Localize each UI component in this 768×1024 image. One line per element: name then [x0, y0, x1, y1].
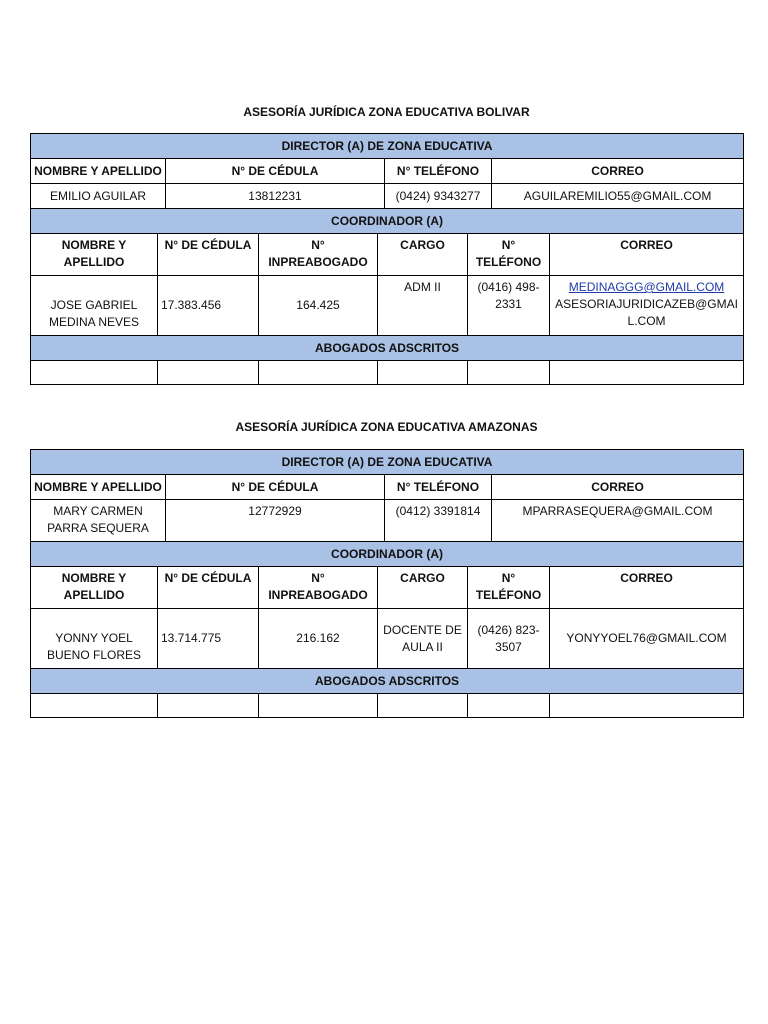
coordinator-cargo: DOCENTE DE AULA II: [378, 609, 468, 669]
empty-cell: [158, 694, 259, 718]
director-telefono: (0424) 9343277: [385, 184, 492, 209]
col-header-inpreabogado: N° INPREABOGADO: [259, 234, 378, 276]
director-cedula: 13812231: [166, 184, 385, 209]
coordinator-correo-link[interactable]: MEDINAGGG@GMAIL.COM: [568, 280, 725, 294]
col-header-nombre: NOMBRE Y APELLIDO: [31, 475, 166, 500]
coordinator-cargo: ADM II: [378, 276, 468, 336]
empty-cell: [31, 361, 158, 385]
coordinator-correo-secondary: ASESORIAJURIDICAZEB@GMAIL.COM: [555, 297, 738, 328]
coordinator-telefono: (0416) 498-2331: [468, 276, 550, 336]
section-title: ASESORÍA JURÍDICA ZONA EDUCATIVA AMAZONAS: [235, 420, 538, 434]
col-header-cedula: N° DE CÉDULA: [166, 159, 385, 184]
col-header-correo: CORREO: [550, 567, 744, 609]
abogados-header: ABOGADOS ADSCRITOS: [31, 669, 744, 694]
empty-cell: [378, 694, 468, 718]
empty-cell: [158, 361, 259, 385]
col-header-correo: CORREO: [550, 234, 744, 276]
empty-cell: [259, 361, 378, 385]
amazonas-table: [30, 449, 744, 718]
empty-cell: [468, 361, 550, 385]
col-header-telefono: N° TELÉFONO: [385, 159, 492, 184]
coordinator-header: COORDINADOR (A): [31, 542, 744, 567]
col-header-cedula: N° DE CÉDULA: [158, 567, 259, 609]
empty-cell: [550, 694, 744, 718]
director-name: EMILIO AGUILAR: [31, 184, 166, 209]
director-name: MARY CARMEN PARRA SEQUERA: [31, 500, 166, 542]
col-header-telefono: N° TELÉFONO: [385, 475, 492, 500]
director-telefono: (0412) 3391814: [385, 500, 492, 542]
col-header-cedula: N° DE CÉDULA: [158, 234, 259, 276]
col-header-telefono: N° TELÉFONO: [468, 234, 550, 276]
coordinator-inpreabogado: 216.162: [259, 609, 378, 669]
coordinator-inpreabogado: 164.425: [259, 276, 378, 336]
col-header-nombre: NOMBRE Y APELLIDO: [31, 159, 166, 184]
bolivar-table: [30, 133, 744, 385]
empty-cell: [468, 694, 550, 718]
empty-cell: [31, 694, 158, 718]
coordinator-name: JOSE GABRIEL MEDINA NEVES: [31, 276, 158, 336]
coordinator-correo-cell: [550, 276, 744, 336]
col-header-cargo: CARGO: [378, 234, 468, 276]
director-correo: MPARRASEQUERA@GMAIL.COM: [492, 500, 744, 542]
coordinator-name: YONNY YOEL BUENO FLORES: [31, 609, 158, 669]
director-correo: AGUILAREMILIO55@GMAIL.COM: [492, 184, 744, 209]
director-header: DIRECTOR (A) DE ZONA EDUCATIVA: [31, 134, 744, 159]
coordinator-cedula: 13.714.775: [158, 609, 259, 669]
col-header-cedula: N° DE CÉDULA: [166, 475, 385, 500]
abogados-header: ABOGADOS ADSCRITOS: [31, 336, 744, 361]
col-header-correo: CORREO: [492, 159, 744, 184]
coordinator-correo: YONYYOEL76@GMAIL.COM: [550, 609, 744, 669]
col-header-correo: CORREO: [492, 475, 744, 500]
section-title: ASESORÍA JURÍDICA ZONA EDUCATIVA BOLIVAR: [243, 105, 530, 119]
empty-cell: [378, 361, 468, 385]
col-header-cargo: CARGO: [378, 567, 468, 609]
empty-cell: [550, 361, 744, 385]
coordinator-cedula: 17.383.456: [158, 276, 259, 336]
col-header-inpreabogado: N° INPREABOGADO: [259, 567, 378, 609]
coordinator-telefono: (0426) 823-3507: [468, 609, 550, 669]
coordinator-header: COORDINADOR (A): [31, 209, 744, 234]
director-cedula: 12772929: [166, 500, 385, 542]
empty-cell: [259, 694, 378, 718]
col-header-nombre: NOMBRE Y APELLIDO: [31, 234, 158, 276]
director-header: DIRECTOR (A) DE ZONA EDUCATIVA: [31, 450, 744, 475]
col-header-nombre: NOMBRE Y APELLIDO: [31, 567, 158, 609]
col-header-telefono: N° TELÉFONO: [468, 567, 550, 609]
